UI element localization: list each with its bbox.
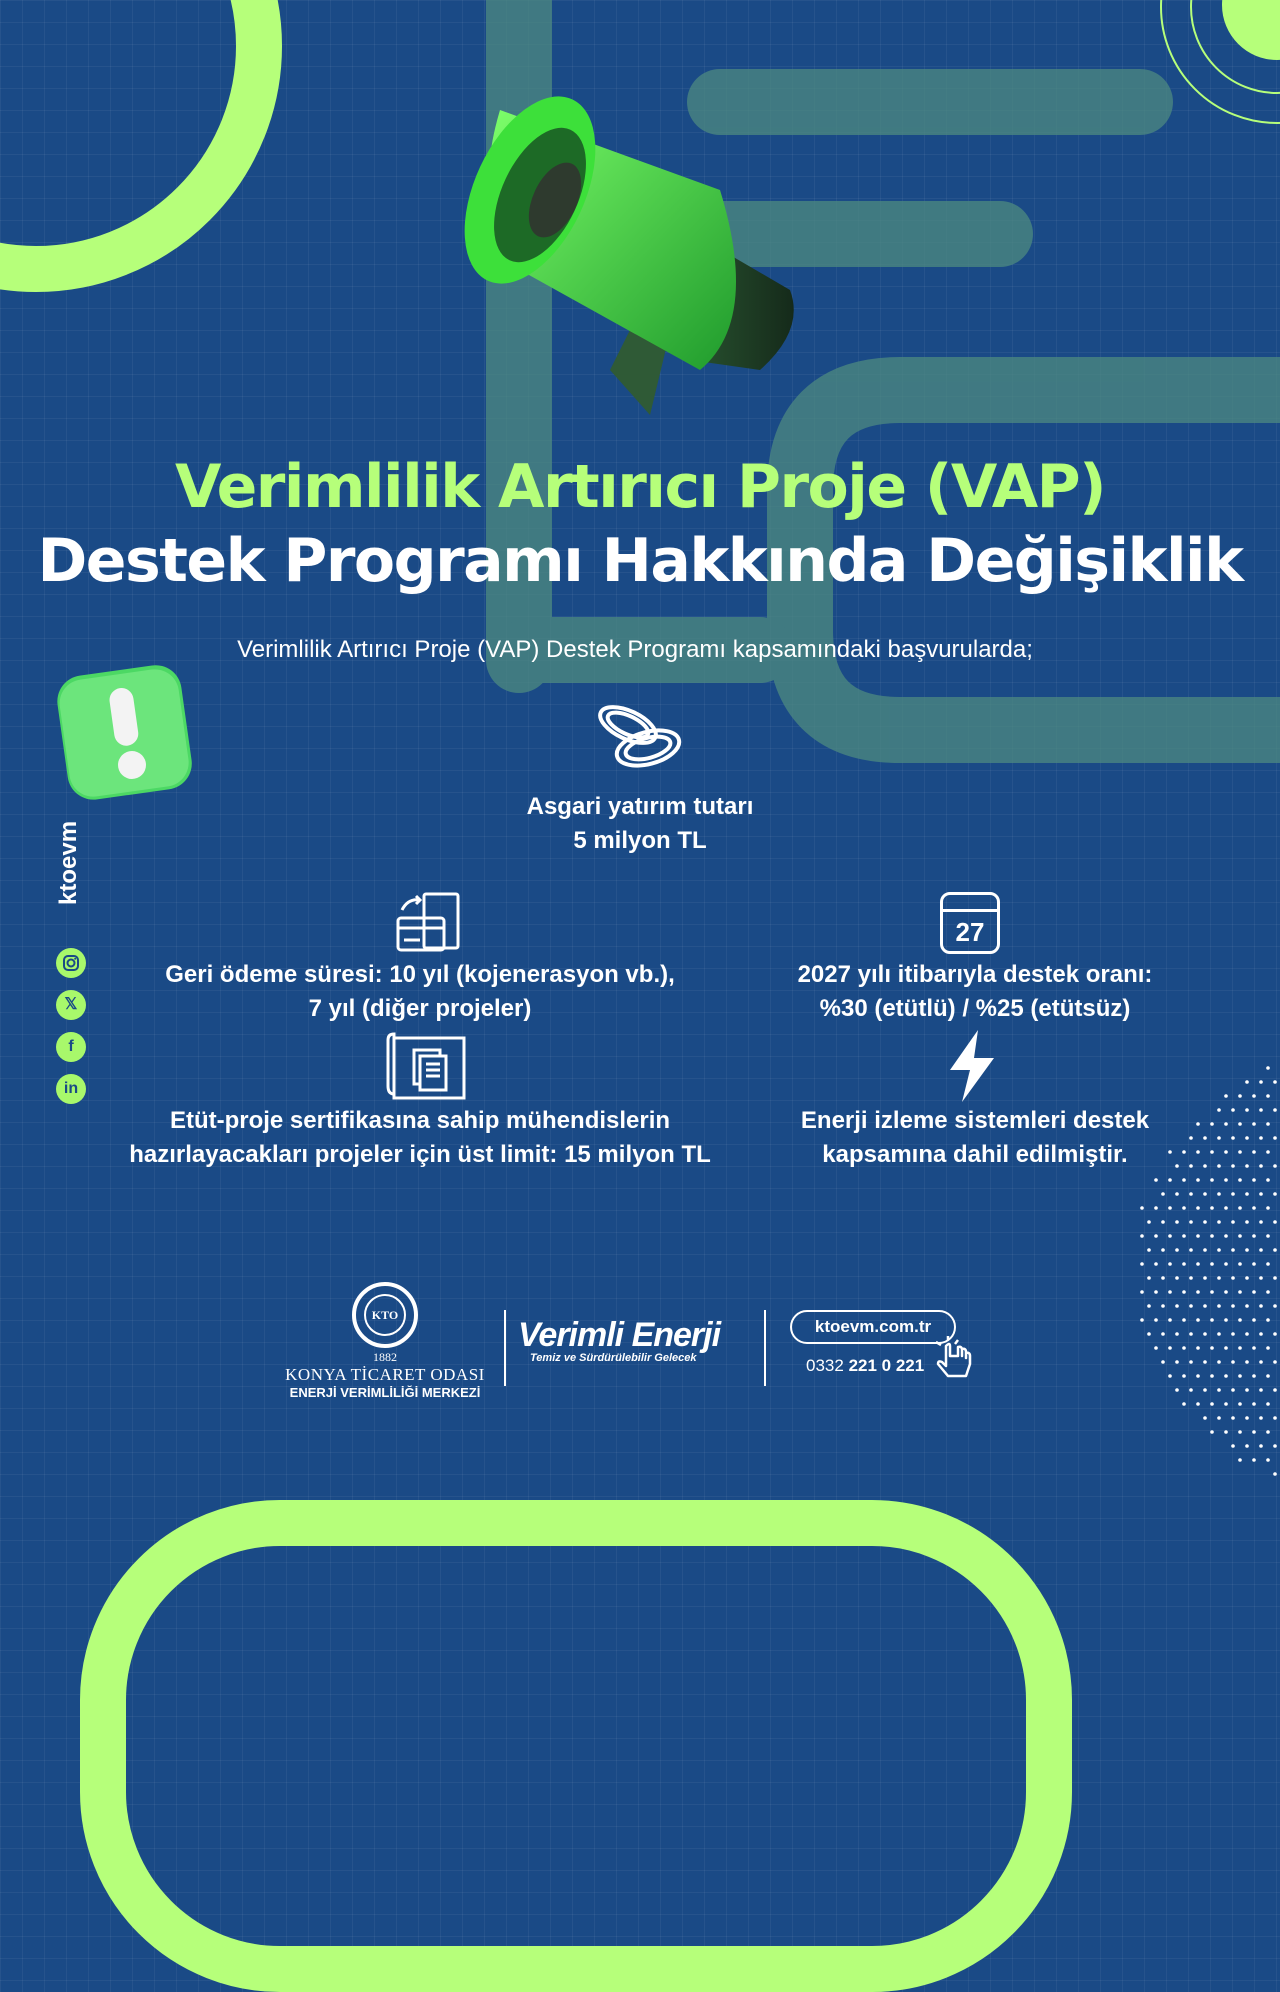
- decor-dot: [1189, 1276, 1193, 1280]
- decor-dot: [1273, 1360, 1277, 1364]
- x-icon[interactable]: [56, 990, 86, 1020]
- decor-dot: [1154, 1290, 1158, 1294]
- decor-dot: [1266, 1458, 1270, 1462]
- website-link[interactable]: ktoevm.com.tr: [814, 1317, 932, 1336]
- decor-dot: [1273, 1164, 1277, 1168]
- decor-dot: [1259, 1164, 1263, 1168]
- decor-dot: [1273, 1444, 1277, 1448]
- decor-dot: [1210, 1374, 1214, 1378]
- decor-dot: [1168, 1318, 1172, 1322]
- decor-dot: [1161, 1248, 1165, 1252]
- document-icon: [384, 1030, 468, 1102]
- decor-dot: [1210, 1234, 1214, 1238]
- decor-dot: [1154, 1234, 1158, 1238]
- feature-investment-line2: 5 milyon TL: [573, 827, 707, 854]
- decor-dot: [1210, 1122, 1214, 1126]
- decor-dot: [1182, 1374, 1186, 1378]
- decor-ring-bottom: [80, 1500, 1072, 1992]
- decor-dot: [1238, 1094, 1242, 1098]
- social-handle: ktoevm: [55, 820, 82, 905]
- decor-dot: [1182, 1402, 1186, 1406]
- decor-dot: [1147, 1332, 1151, 1336]
- kto-name: KONYA TİCARET ODASI: [285, 1365, 485, 1384]
- decor-dot: [1147, 1220, 1151, 1224]
- decor-dot: [1245, 1248, 1249, 1252]
- decor-dot: [1189, 1360, 1193, 1364]
- decor-dot: [1231, 1108, 1235, 1112]
- decor-dot: [1238, 1318, 1242, 1322]
- decor-dot: [1168, 1178, 1172, 1182]
- decor-dot: [1259, 1136, 1263, 1140]
- decor-dot: [1259, 1248, 1263, 1252]
- calendar-header: [943, 895, 997, 912]
- feature-repayment-line1: Geri ödeme süresi: 10 yıl (kojenerasyon vb.),: [165, 961, 675, 988]
- feature-monitoring: [740, 1104, 1210, 1172]
- kto-seal-inner: [364, 1294, 406, 1336]
- decor-dot: [1175, 1360, 1179, 1364]
- decor-dot: [1259, 1108, 1263, 1112]
- decor-dot: [1189, 1304, 1193, 1308]
- decor-dot: [1231, 1192, 1235, 1196]
- decor-dot: [1140, 1290, 1144, 1294]
- decor-dot: [1217, 1304, 1221, 1308]
- decor-dot: [1245, 1388, 1249, 1392]
- decor-dot: [1224, 1094, 1228, 1098]
- decor-dot: [1259, 1360, 1263, 1364]
- facebook-glyph: f: [68, 1038, 74, 1055]
- brand-tagline: Temiz ve Sürdürülebilir Gelecek: [530, 1352, 697, 1364]
- decor-dot: [1224, 1122, 1228, 1126]
- phone-prefix: 0332: [806, 1356, 844, 1375]
- decor-dot: [1266, 1346, 1270, 1350]
- calendar-icon: [940, 892, 1000, 954]
- decor-dot: [1217, 1388, 1221, 1392]
- decor-dot: [1175, 1332, 1179, 1336]
- decor-dot: [1273, 1192, 1277, 1196]
- decor-dot: [1259, 1276, 1263, 1280]
- decor-dot: [1224, 1346, 1228, 1350]
- decor-dot: [1231, 1276, 1235, 1280]
- decor-dot: [1196, 1290, 1200, 1294]
- decor-dot: [1161, 1304, 1165, 1308]
- decor-dot: [1140, 1206, 1144, 1210]
- exclamation-icon: [52, 660, 202, 810]
- decor-dot: [1140, 1262, 1144, 1266]
- decor-dot: [1182, 1234, 1186, 1238]
- decor-dot: [1245, 1332, 1249, 1336]
- decor-dot: [1245, 1360, 1249, 1364]
- decor-dot: [1252, 1094, 1256, 1098]
- decor-dot: [1238, 1122, 1242, 1126]
- decor-dot: [1252, 1346, 1256, 1350]
- decor-dot: [1231, 1220, 1235, 1224]
- decor-dot: [1217, 1136, 1221, 1140]
- decor-dot: [1231, 1388, 1235, 1392]
- decor-dot: [1210, 1178, 1214, 1182]
- decor-dot: [1154, 1262, 1158, 1266]
- decor-dot: [1266, 1206, 1270, 1210]
- decor-dot: [1266, 1430, 1270, 1434]
- feature-monitoring-line2: kapsamına dahil edilmiştir.: [822, 1141, 1128, 1168]
- footer-divider-2: [764, 1310, 766, 1386]
- intro-text: Verimlilik Artırıcı Proje (VAP) Destek Programı kapsamındaki başvurularda;: [237, 636, 1033, 663]
- decor-dot: [1238, 1206, 1242, 1210]
- decor-thin-ring-2: [1160, 0, 1280, 124]
- feature-upper-limit: [100, 1104, 740, 1172]
- decor-dot: [1217, 1416, 1221, 1420]
- decor-dot: [1210, 1318, 1214, 1322]
- decor-dot: [1196, 1318, 1200, 1322]
- decor-dot: [1175, 1304, 1179, 1308]
- decor-dot: [1259, 1304, 1263, 1308]
- decor-dot: [1182, 1346, 1186, 1350]
- decor-dot: [1175, 1388, 1179, 1392]
- decor-dot: [1224, 1150, 1228, 1154]
- decor-dot: [1259, 1080, 1263, 1084]
- decor-dot: [1210, 1346, 1214, 1350]
- decor-dot: [1217, 1248, 1221, 1252]
- decor-dot: [1266, 1150, 1270, 1154]
- decor-dot: [1238, 1458, 1242, 1462]
- decor-dot: [1273, 1248, 1277, 1252]
- title-line-1: Verimlilik Artırıcı Proje (VAP): [174, 452, 1106, 522]
- decor-dot: [1259, 1220, 1263, 1224]
- decor-dot: [1238, 1290, 1242, 1294]
- decor-dot: [1224, 1234, 1228, 1238]
- decor-dot: [1161, 1192, 1165, 1196]
- decor-dot: [1154, 1346, 1158, 1350]
- decor-ring-top-left: [0, 0, 282, 292]
- title-line-2: Destek Programı Hakkında Değişiklik: [37, 526, 1243, 596]
- decor-dot: [1231, 1444, 1235, 1448]
- coins-icon: [590, 700, 690, 780]
- decor-dot: [1210, 1430, 1214, 1434]
- decor-dot: [1175, 1192, 1179, 1196]
- decor-dot: [1224, 1290, 1228, 1294]
- decor-dot: [1224, 1318, 1228, 1322]
- decor-dot: [1238, 1150, 1242, 1154]
- decor-dot: [1147, 1276, 1151, 1280]
- decor-dot: [1196, 1234, 1200, 1238]
- decor-dot: [1168, 1234, 1172, 1238]
- decor-dot: [1238, 1178, 1242, 1182]
- decor-dot: [1196, 1206, 1200, 1210]
- decor-dot: [1273, 1388, 1277, 1392]
- decor-dot: [1224, 1374, 1228, 1378]
- decor-dot: [1182, 1262, 1186, 1266]
- decor-dot: [1252, 1290, 1256, 1294]
- decor-dot: [1231, 1416, 1235, 1420]
- decor-dot: [1266, 1234, 1270, 1238]
- brand-title: Verimli Enerji: [518, 1316, 721, 1354]
- decor-dot: [1217, 1332, 1221, 1336]
- decor-dot: [1245, 1136, 1249, 1140]
- decor-dot: [1161, 1332, 1165, 1336]
- decor-dot: [1231, 1248, 1235, 1252]
- decor-dot: [1196, 1374, 1200, 1378]
- decor-dot: [1266, 1178, 1270, 1182]
- decor-dot: [1224, 1402, 1228, 1406]
- decor-dot: [1217, 1192, 1221, 1196]
- decor-dot: [1245, 1276, 1249, 1280]
- decor-dot: [1175, 1248, 1179, 1252]
- decor-dot: [1231, 1304, 1235, 1308]
- decor-dot: [1273, 1136, 1277, 1140]
- decor-dot: [1175, 1276, 1179, 1280]
- kto-logo: [280, 1282, 490, 1400]
- decor-dot: [1210, 1402, 1214, 1406]
- decor-dot: [1203, 1192, 1207, 1196]
- decor-dot: [1252, 1234, 1256, 1238]
- feature-repayment-line2: 7 yıl (diğer projeler): [308, 995, 532, 1022]
- linkedin-icon[interactable]: [56, 1074, 86, 1104]
- decor-dot: [1266, 1066, 1270, 1070]
- decor-dot: [1245, 1108, 1249, 1112]
- feature-upper-limit-line2: hazırlayacakları projeler için üst limit: 15 milyon TL: [129, 1141, 711, 1168]
- decor-dot: [1252, 1430, 1256, 1434]
- decor-dot: [1245, 1220, 1249, 1224]
- instagram-glyph: [56, 948, 86, 978]
- instagram-icon[interactable]: [56, 948, 86, 978]
- decor-dot: [1203, 1416, 1207, 1420]
- decor-dot: [1252, 1122, 1256, 1126]
- decor-dot: [1161, 1276, 1165, 1280]
- decor-dot: [1238, 1402, 1242, 1406]
- decor-dot: [1168, 1290, 1172, 1294]
- decor-dot: [1168, 1206, 1172, 1210]
- decor-dot: [1217, 1220, 1221, 1224]
- decor-dot: [1161, 1360, 1165, 1364]
- decor-dot: [1259, 1388, 1263, 1392]
- decor-dot: [1238, 1262, 1242, 1266]
- pointer-hand-icon: [932, 1336, 978, 1382]
- decor-dot: [1182, 1290, 1186, 1294]
- decor-dot: [1161, 1220, 1165, 1224]
- decor-dot: [1259, 1332, 1263, 1336]
- decor-dot: [1273, 1472, 1277, 1476]
- decor-dot: [1224, 1178, 1228, 1182]
- decor-dot: [1245, 1304, 1249, 1308]
- decor-dot: [1252, 1458, 1256, 1462]
- decor-dot: [1140, 1234, 1144, 1238]
- feature-support-rate: [740, 958, 1210, 1026]
- decor-dot: [1182, 1206, 1186, 1210]
- decor-dot: [1273, 1416, 1277, 1420]
- decor-dot: [1273, 1304, 1277, 1308]
- feature-investment-line1: Asgari yatırım tutarı: [526, 793, 754, 820]
- decor-dot: [1245, 1416, 1249, 1420]
- payment-card-icon: [396, 892, 466, 956]
- decor-dot: [1147, 1248, 1151, 1252]
- decor-dot: [1266, 1318, 1270, 1322]
- decor-dot: [1266, 1262, 1270, 1266]
- decor-dot: [1273, 1276, 1277, 1280]
- decor-dot: [1231, 1332, 1235, 1336]
- decor-dot: [1203, 1332, 1207, 1336]
- decor-dot: [1224, 1206, 1228, 1210]
- decor-dot: [1175, 1220, 1179, 1224]
- kto-seal: [352, 1282, 418, 1348]
- lightning-icon: [944, 1028, 1000, 1104]
- decor-dot: [1196, 1346, 1200, 1350]
- decor-dot: [1224, 1262, 1228, 1266]
- decor-dot: [1259, 1416, 1263, 1420]
- decor-dot: [1252, 1374, 1256, 1378]
- decor-dot: [1182, 1178, 1186, 1182]
- decor-dot: [1259, 1444, 1263, 1448]
- decor-dot: [1252, 1178, 1256, 1182]
- decor-dot: [1245, 1080, 1249, 1084]
- feature-support-rate-line2: %30 (etütlü) / %25 (etütsüz): [819, 995, 1131, 1022]
- decor-dot: [1154, 1178, 1158, 1182]
- linkedin-glyph: in: [63, 1080, 79, 1097]
- decor-dot: [1252, 1262, 1256, 1266]
- decor-dot: [1252, 1206, 1256, 1210]
- decor-dot: [1266, 1122, 1270, 1126]
- decor-dot: [1210, 1290, 1214, 1294]
- decor-dot: [1210, 1150, 1214, 1154]
- decor-dot: [1168, 1346, 1172, 1350]
- brand-block: [518, 1318, 758, 1364]
- decor-circle-top-right: [1222, 0, 1280, 60]
- decor-dot: [1217, 1164, 1221, 1168]
- decor-dot: [1266, 1374, 1270, 1378]
- phone: [806, 1356, 924, 1376]
- decor-dot: [1245, 1164, 1249, 1168]
- facebook-icon[interactable]: [56, 1032, 86, 1062]
- decor-dot: [1203, 1304, 1207, 1308]
- decor-dot: [1231, 1360, 1235, 1364]
- decor-dot: [1217, 1108, 1221, 1112]
- decor-dot: [1189, 1248, 1193, 1252]
- feature-upper-limit-line1: Etüt-proje sertifikasına sahip mühendislerin: [169, 1107, 671, 1134]
- decor-dot: [1189, 1220, 1193, 1224]
- feature-investment: [440, 790, 840, 858]
- decor-dot: [1273, 1220, 1277, 1224]
- decor-dot: [1245, 1444, 1249, 1448]
- decor-dot: [1182, 1318, 1186, 1322]
- feature-repayment: [120, 958, 720, 1026]
- decor-dot: [1252, 1318, 1256, 1322]
- kto-center: ENERJİ VERİMLİLİĞİ MERKEZİ: [289, 1385, 481, 1400]
- decor-dot: [1238, 1234, 1242, 1238]
- decor-dot: [1203, 1360, 1207, 1364]
- decor-dot: [1203, 1220, 1207, 1224]
- decor-dot: [1238, 1430, 1242, 1434]
- feature-support-rate-line1: 2027 yılı itibarıyla destek oranı:: [797, 961, 1153, 988]
- decor-dot: [1245, 1192, 1249, 1196]
- megaphone-icon: [460, 70, 820, 430]
- decor-dot: [1238, 1374, 1242, 1378]
- footer-divider-1: [504, 1310, 506, 1386]
- decor-dot: [1154, 1206, 1158, 1210]
- decor-dot: [1273, 1332, 1277, 1336]
- phone-number: 221 0 221: [848, 1356, 925, 1375]
- decor-dot: [1231, 1164, 1235, 1168]
- decor-dot: [1168, 1374, 1172, 1378]
- kto-year: 1882: [373, 1350, 397, 1364]
- decor-dot: [1189, 1332, 1193, 1336]
- decor-dot: [1231, 1136, 1235, 1140]
- decor-dot: [1203, 1388, 1207, 1392]
- decor-dot: [1217, 1276, 1221, 1280]
- decor-dot: [1266, 1402, 1270, 1406]
- decor-dot: [1224, 1430, 1228, 1434]
- decor-dot: [1217, 1360, 1221, 1364]
- decor-dot: [1203, 1248, 1207, 1252]
- decor-dot: [1196, 1402, 1200, 1406]
- decor-dot: [1168, 1262, 1172, 1266]
- x-glyph: 𝕏: [64, 996, 78, 1013]
- decor-dot: [1210, 1206, 1214, 1210]
- decor-dot: [1259, 1192, 1263, 1196]
- feature-monitoring-line1: Enerji izleme sistemleri destek: [800, 1107, 1150, 1134]
- decor-dot: [1273, 1108, 1277, 1112]
- decor-dot: [1189, 1192, 1193, 1196]
- decor-dot: [1196, 1178, 1200, 1182]
- decor-dot: [1189, 1388, 1193, 1392]
- decor-dot: [1203, 1276, 1207, 1280]
- decor-dot: [1154, 1318, 1158, 1322]
- decor-dot: [1210, 1262, 1214, 1266]
- decor-dot: [1147, 1304, 1151, 1308]
- kto-seal-text: KTO: [371, 1308, 399, 1322]
- decor-dot: [1266, 1094, 1270, 1098]
- decor-dot: [1196, 1262, 1200, 1266]
- decor-thin-ring-1: [1190, 0, 1280, 94]
- decor-dot: [1266, 1290, 1270, 1294]
- decor-dot: [1273, 1080, 1277, 1084]
- calendar-number: 27: [955, 917, 985, 947]
- decor-dot: [1140, 1318, 1144, 1322]
- decor-dot: [1252, 1402, 1256, 1406]
- decor-dot: [1238, 1346, 1242, 1350]
- decor-dot: [1252, 1150, 1256, 1154]
